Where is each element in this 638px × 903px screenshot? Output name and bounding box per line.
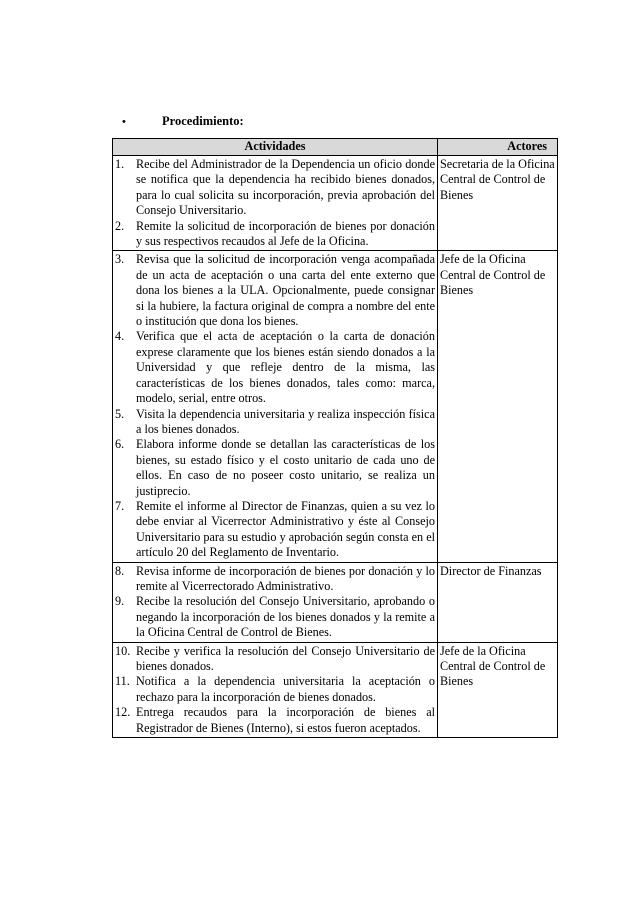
item-number: 8.: [115, 563, 125, 578]
activities-cell: [113, 156, 438, 251]
item-text: Revisa informe de incorporación de bienes por donación y lo remite al Vicerrectorado Administrativo.: [136, 563, 435, 593]
list-item: [115, 407, 435, 438]
table-row: [113, 156, 558, 251]
item-text: Notifica a la dependencia universitaria la aceptación o rechazo para la incorporación de bienes donados.: [136, 674, 435, 704]
bullet-icon: •: [122, 115, 126, 128]
item-text: Remite el informe al Director de Finanzas, quien a su vez lo debe enviar al Vicerrector Administrativo y éste al Consejo Universitario para su estudio y aprobación según consta en el artículo 20 del Reglamento de Inventario.: [136, 498, 435, 560]
activities-cell: [113, 562, 438, 642]
section-heading: [122, 114, 244, 129]
item-text: Visita la dependencia universitaria y realiza inspección física a los bienes donados.: [136, 406, 435, 436]
item-number: 11.: [115, 674, 130, 689]
item-text: Entrega recaudos para la incorporación de bienes al Registrador de Bienes (Interno), si estos fueron aceptados.: [136, 705, 435, 735]
list-item: [115, 705, 435, 736]
list-item: [115, 644, 435, 675]
list-item: [115, 219, 435, 250]
activities-cell: [113, 251, 438, 562]
list-item: [115, 594, 435, 640]
item-text: Recibe la resolución del Consejo Universitario, aprobando o negando la incorporación de los bienes donados y la remite a la Oficina Central de Control de Bienes.: [136, 594, 435, 640]
item-text: Verifica que el acta de aceptación o la carta de donación exprese claramente que los bienes están siendo donados a la Universidad y que refleje dentro de la misma, las características de los bienes donados, tales como: marca, modelo, serial, entre otros.: [136, 329, 435, 406]
actor-cell: Secretaria de la Oficina Central de Control de Bienes: [438, 156, 558, 251]
list-item: [115, 157, 435, 219]
item-number: 3.: [115, 252, 125, 267]
item-number: 9.: [115, 594, 125, 609]
actor-cell: Director de Finanzas: [438, 562, 558, 642]
actors-header: Actores: [438, 139, 558, 156]
item-number: 1.: [115, 157, 125, 171]
table-row: [113, 642, 558, 737]
actor-cell: Jefe de la Oficina Central de Control de Bienes: [438, 642, 558, 737]
table-row: [113, 562, 558, 642]
list-item: [115, 437, 435, 499]
item-number: 5.: [115, 406, 125, 421]
item-text: Elabora informe donde se detallan las características de los bienes, su estado físico y el costo unitario de cada uno de ellos. En caso de no poseer costo unitario, se realiza un justiprecio.: [136, 437, 435, 498]
activities-header: Actividades: [113, 139, 438, 156]
list-item: [115, 252, 435, 329]
item-number: 6.: [115, 437, 125, 452]
item-text: Recibe y verifica la resolución del Consejo Universitario de bienes donados.: [136, 643, 435, 673]
table-row: [113, 251, 558, 562]
item-number: 2.: [115, 218, 125, 233]
item-number: 12.: [115, 705, 131, 720]
item-text: Remite la solicitud de incorporación de bienes por donación y sus respectivos recaudos al Jefe de la Oficina.: [136, 218, 435, 249]
item-number: 4.: [115, 329, 125, 344]
actor-cell: Jefe de la Oficina Central de Control de Bienes: [438, 251, 558, 562]
list-item: [115, 674, 435, 705]
list-item: [115, 329, 435, 406]
section-title: Procedimiento:: [162, 114, 244, 128]
activities-cell: [113, 642, 438, 737]
list-item: [115, 499, 435, 561]
item-number: 10.: [115, 643, 131, 658]
item-text: Recibe del Administrador de la Dependencia un oficio donde se notifica que la dependencia ha recibido bienes donados, para lo cual solicita su incorporación, previa aprobación del Consejo Universitario.: [136, 157, 435, 218]
table-header-row: [113, 139, 558, 156]
list-item: [115, 564, 435, 595]
procedure-table: [112, 138, 558, 738]
item-text: Revisa que la solicitud de incorporación venga acompañada de un acta de aceptación o una carta del ente externo que dona los bienes a la ULA. Opcionalmente, puede consignar si la hubiere, la factura original de compra a nombre del ente o institución que dona los bienes.: [136, 252, 435, 329]
item-number: 7.: [115, 498, 125, 513]
